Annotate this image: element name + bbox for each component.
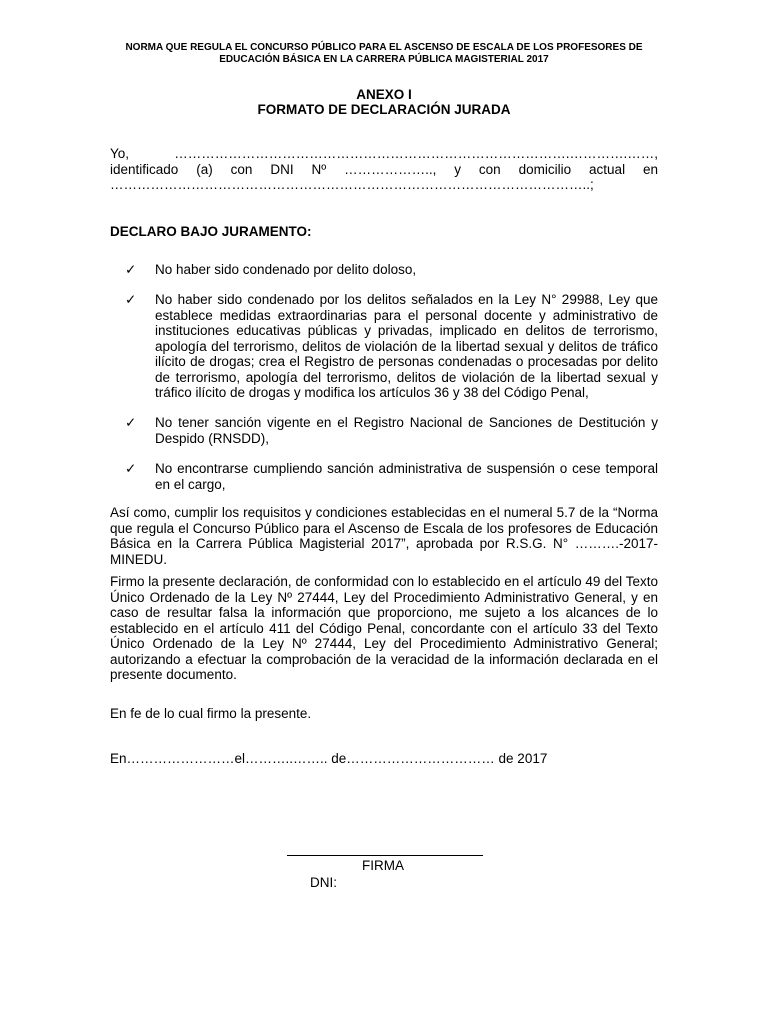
identity-line-2: identificado (a) con DNI Nº ……………….., y con domicilio actual en: [110, 161, 658, 177]
list-item: [110, 262, 658, 278]
identity-line-3: ……………………………………………………………………………………………..;: [110, 177, 594, 192]
checkmark-icon: ✓: [125, 292, 137, 307]
signature-label: FIRMA: [362, 858, 404, 873]
list-item: [110, 461, 658, 492]
checkmark-icon: ✓: [125, 461, 137, 476]
list-item: [110, 292, 658, 401]
annex-title: ANEXO I: [356, 87, 412, 102]
dni-label: DNI:: [310, 875, 337, 890]
document-header: [100, 42, 668, 66]
format-title: FORMATO DE DECLARACIÓN JURADA: [257, 102, 511, 117]
identity-line-1: [110, 146, 658, 162]
list-item-text: No haber sido condenado por delito doloso,: [155, 262, 417, 277]
paragraph-closing: En fe de lo cual firmo la presente.: [110, 706, 312, 721]
signature-line: [287, 855, 483, 856]
document-titles: [100, 87, 668, 117]
identity-block: [110, 146, 658, 193]
yo-label: Yo,: [110, 146, 130, 161]
date-line: En……………………el………..…….. de…………………………… de 2017: [110, 751, 548, 766]
list-item-text: No encontrarse cumpliendo sanción administrativa de suspensión o cese temporal en el cargo,: [155, 461, 658, 492]
list-item-text: No haber sido condenado por los delitos señalados en la Ley N° 29988, Ley que establece medidas extraordinarias para el personal docente y administrativo de instituciones educativas públicas y privadas, implicado en delitos de terrorismo, apología del terrorismo, delitos de violación de la libertad sexual y delitos de tráfico ilícito de drogas; crea el Registro de personas condenadas o procesadas por delito de terrorismo, apología del terrorismo, delitos de violación de la libertad sexual y tráfico ilícito de drogas y modifica los artículos 36 y 38 del Código Penal,: [155, 292, 658, 400]
paragraph-declaration: Firmo la presente declaración, de conformidad con lo establecido en el artículo 49 del Texto Único Ordenado de la Ley Nº 27444, Ley del Procedimiento Administrativo General, y en caso de resultar falsa la información que proporciono, me sujeto a los alcances de lo establecido en el artículo 411 del Código Penal, concordante con el artículo 33 del Texto Único Ordenado de la Ley Nº 27444, Ley del Procedimiento Administrativo General; autorizando a efectuar la comprobación de la veracidad de la información declarada en el presente documento.: [110, 574, 658, 682]
checkmark-icon: ✓: [125, 262, 137, 277]
list-item: [110, 415, 658, 446]
paragraph-requirements: Así como, cumplir los requisitos y condiciones establecidas en el numeral 5.7 de la “Norma que regula el Concurso Público para el Ascenso de Escala de los profesores de Educación Básica en la Carrera Pública Magisterial 2017”, aprobada por R.S.G. N° ……….-2017-MINEDU.: [110, 505, 658, 567]
checkmark-icon: ✓: [125, 415, 137, 430]
declaration-title: DECLARO BAJO JURAMENTO:: [110, 224, 312, 239]
name-blank: …………………………………………………………………………….………….……,: [174, 146, 658, 161]
list-item-text: No tener sanción vigente en el Registro Nacional de Sanciones de Destitución y Despido (RNSDD),: [155, 415, 658, 446]
header-line-1: NORMA QUE REGULA EL CONCURSO PÚBLICO PARA EL ASCENSO DE ESCALA DE LOS PROFESORES DE: [125, 42, 643, 53]
header-line-2: EDUCACIÓN BÁSICA EN LA CARRERA PÚBLICA MAGISTERIAL 2017: [219, 54, 549, 65]
